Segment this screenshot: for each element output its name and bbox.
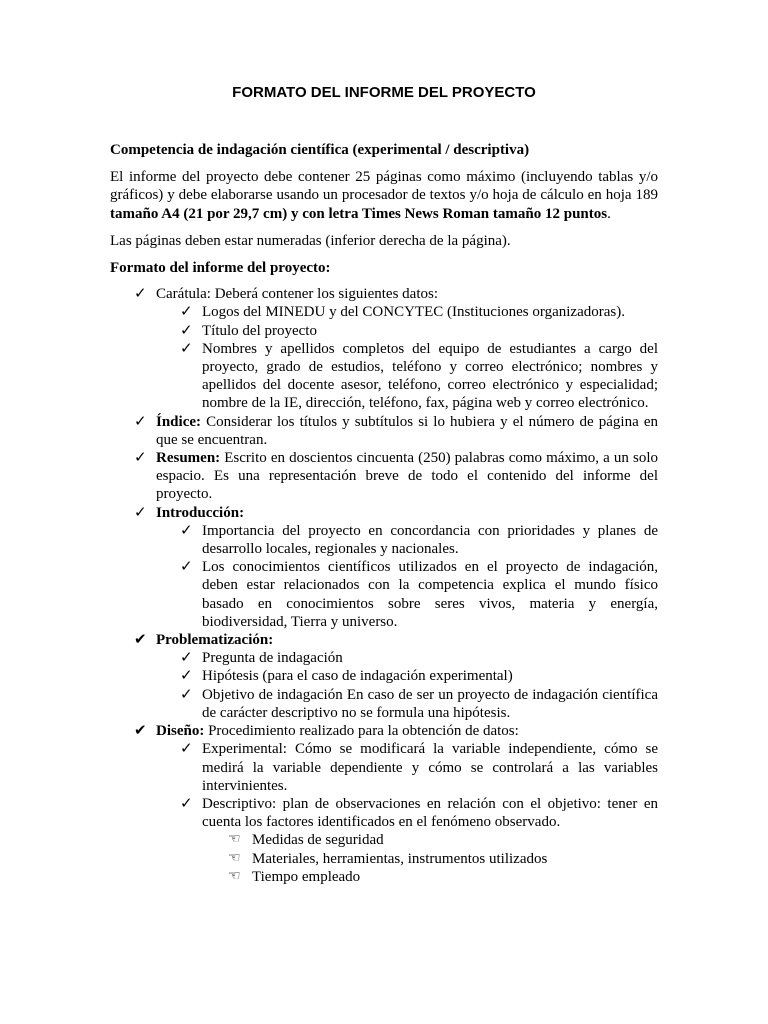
pointing-hand-icon: ☜	[228, 868, 241, 884]
check-bold-icon: ✔	[134, 723, 147, 740]
list-item-problematizacion: ✔ Problematización:	[134, 632, 274, 649]
list-item-resumen: ✓ Resumen: Escrito en doscientos cincuenta (250) palabras como máximo, a un solo espacio. Es una representación breve de todo el contenido del informe del proyecto.	[134, 450, 658, 503]
check-icon: ✓	[180, 559, 193, 576]
intro-paragraph: El informe del proyecto debe contener 25 páginas como máximo (incluyendo tablas y/o gráficos) y debe elaborarse usando un procesador de textos y/o hoja de cálculo en hoja 189 tamaño A4 (21 por 29,7 cm) y con letra Times News Roman tamaño 12 puntos.	[110, 169, 658, 222]
pointing-hand-icon: ☜	[228, 850, 241, 866]
list-subitem: ✓ Título del proyecto	[180, 322, 317, 339]
check-icon: ✓	[134, 450, 147, 467]
list-subitem: ✓ Los conocimientos científicos utilizados en el proyecto de indagación, deben estar relacionados con la competencia explica el mundo físico basado en conocimientos sobre seres vivos, materia y energía, biodiversidad, Tierra y universo.	[180, 559, 658, 630]
check-icon: ✓	[134, 286, 147, 303]
check-icon: ✓	[180, 322, 193, 339]
list-subitem: ✓ Pregunta de indagación	[180, 650, 343, 667]
check-icon: ✓	[134, 504, 147, 521]
heading-competencia: Competencia de indagación científica (experimental / descriptiva)	[110, 142, 530, 158]
check-icon: ✓	[180, 304, 193, 321]
pointing-hand-icon: ☜	[228, 832, 241, 848]
list-subsubitem: ☜ Materiales, herramientas, instrumentos utilizados	[228, 850, 548, 867]
list-item-caratula: ✓ Carátula: Deberá contener los siguientes datos:	[134, 286, 438, 303]
check-icon: ✓	[180, 668, 193, 685]
format-list	[110, 285, 658, 886]
check-icon: ✓	[180, 340, 193, 357]
document-title: FORMATO DEL INFORME DEL PROYECTO	[232, 84, 536, 101]
list-subsubitem: ☜ Medidas de seguridad	[228, 832, 384, 849]
check-icon: ✓	[134, 413, 147, 430]
list-subitem: ✓ Experimental: Cómo se modificará la variable independiente, cómo se medirá la variable dependiente y cómo se controlará a las variables intervinientes.	[180, 741, 658, 794]
list-subitem: ✓ Hipótesis (para el caso de indagación experimental)	[180, 668, 513, 685]
list-subitem: ✓ Importancia del proyecto en concordancia con prioridades y planes de desarrollo locales, regionales y nacionales.	[180, 522, 658, 558]
list-subitem: ✓ Objetivo de indagación En caso de ser un proyecto de indagación científica de carácter descriptivo no se formula una hipótesis.	[180, 686, 658, 721]
list-subsubitem: ☜ Tiempo empleado	[228, 868, 361, 885]
check-bold-icon: ✔	[134, 632, 147, 649]
list-item-indice: ✓ Índice: Considerar los títulos y subtítulos si lo hubiera y el número de página en que se encuentran.	[134, 413, 658, 448]
list-item-diseno: ✔ Diseño: Procedimiento realizado para la obtención de datos:	[134, 723, 519, 740]
check-icon: ✓	[180, 650, 193, 667]
check-icon: ✓	[180, 795, 193, 812]
document-body	[110, 141, 658, 886]
check-icon: ✓	[180, 686, 193, 703]
numbering-paragraph: Las páginas deben estar numeradas (inferior derecha de la página).	[110, 232, 511, 249]
check-icon: ✓	[180, 741, 193, 758]
list-subitem: ✓ Descriptivo: plan de observaciones en relación con el objetivo: tener en cuenta los factores identificados en el fenómeno observado.	[180, 795, 658, 831]
heading-formato: Formato del informe del proyecto:	[110, 260, 331, 277]
list-item-introduccion: ✓ Introducción:	[134, 504, 245, 521]
list-subitem: ✓ Logos del MINEDU y del CONCYTEC (Instituciones organizadoras).	[180, 304, 625, 321]
check-icon: ✓	[180, 522, 193, 539]
list-subitem: ✓ Nombres y apellidos completos del equipo de estudiantes a cargo del proyecto, grado de estudios, teléfono y correo electrónico; nombres y apellidos del docente asesor, teléfono, correo electrónico y especialidad; nombre de la IE, dirección, teléfono, fax, página web y correo electrónico.	[180, 340, 658, 412]
